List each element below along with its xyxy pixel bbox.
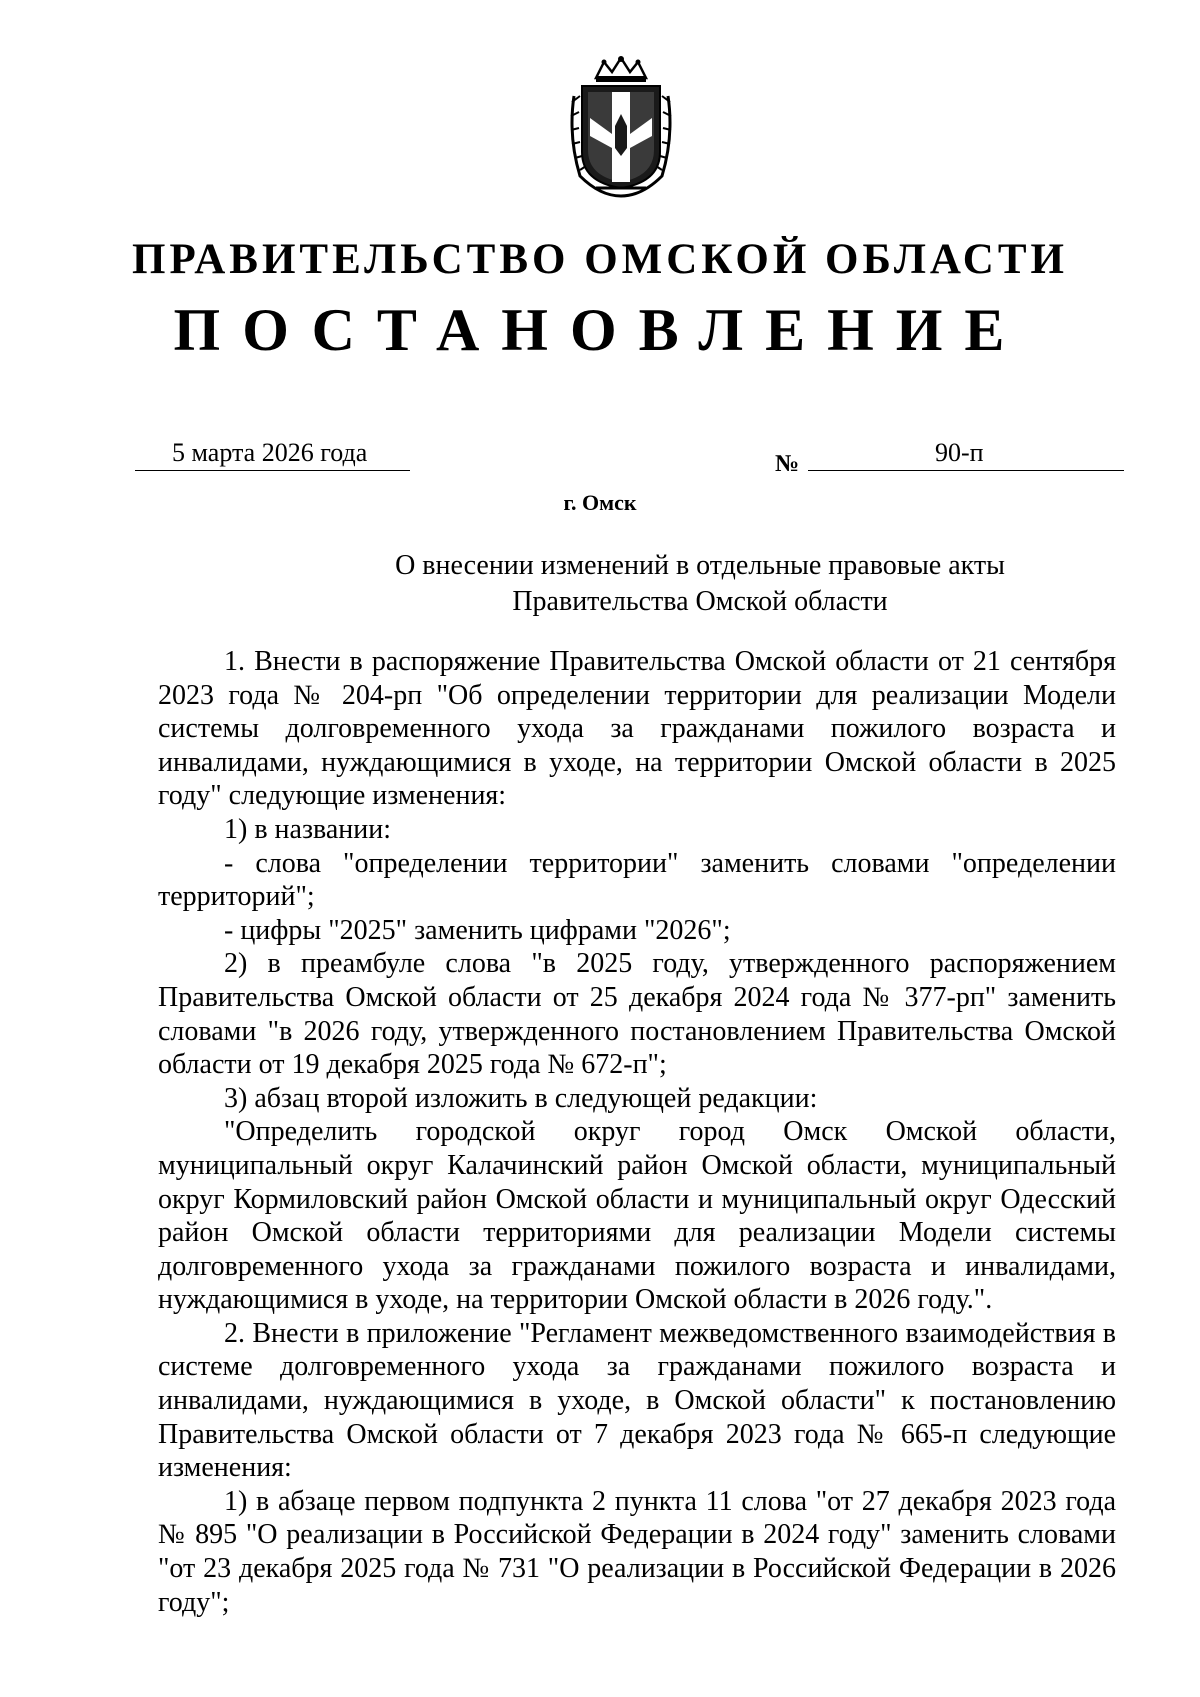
paragraph-1-1: 1) в названии: bbox=[224, 813, 392, 845]
document-body bbox=[158, 645, 1116, 1619]
paragraph-1-1-a: - слова "определении территории" заменить словами "определении территорий"; bbox=[158, 847, 1116, 913]
document-title bbox=[250, 548, 1150, 620]
document-type: ПОСТАНОВЛЕНИЕ bbox=[173, 297, 1027, 363]
document-number: 90-п bbox=[935, 438, 984, 467]
title-line-2: Правительства Омской области bbox=[512, 586, 888, 617]
paragraph-1: 1. Внести в распоряжение Правительства Омской области от 21 сентября 2023 года № 204-рп "Об определении территории для реализации Модели системы долговременного ухода за гражданами пожилого возраста и инвалидами, нуждающимися в уходе, на территории Омской области в 2025 году" следующие изменения: bbox=[158, 646, 1116, 812]
paragraph-1-1-b: - цифры "2025" заменить цифрами "2026"; bbox=[224, 914, 731, 946]
city-label: г. Омск bbox=[563, 490, 637, 515]
paragraph-1-2: 2) в преамбуле слова "в 2025 году, утвержденного распоряжением Правительства Омской области от 25 декабря 2024 года № 377-рп" заменить словами "в 2026 году, утвержденного постановлением Правительства Омской области от 19 декабря 2025 года № 672-п"; bbox=[158, 948, 1116, 1081]
title-line-1: О внесении изменений в отдельные правовые акты bbox=[395, 550, 1005, 581]
paragraph-1-3-text: "Определить городской округ город Омск Омской области, муниципальный округ Калачинский район Омской области, муниципальный округ Кормиловский район Омской области и муниципальный округ Одесский район Омской области территориями для реализации Модели системы долговременного ухода за гражданами пожилого возраста и инвалидами, нуждающимися в уходе, на территории Омской области в 2026 году.". bbox=[158, 1116, 1116, 1316]
paragraph-2: 2. Внести в приложение "Регламент межведомственного взаимодействия в системе долговременного ухода за гражданами пожилого возраста и инвалидами, нуждающимися в уходе, в Омской области" к постановлению Правительства Омской области от 7 декабря 2023 года № 665-п следующие изменения: bbox=[158, 1317, 1116, 1484]
organization-name: ПРАВИТЕЛЬСТВО ОМСКОЙ ОБЛАСТИ bbox=[132, 236, 1068, 283]
coat-of-arms-icon bbox=[566, 56, 676, 198]
paragraph-1-3: 3) абзац второй изложить в следующей редакции: bbox=[224, 1082, 818, 1114]
paragraph-2-1: 1) в абзаце первом подпункта 2 пункта 11 слова "от 27 декабря 2023 года № 895 "О реализации в Российской Федерации в 2024 году" заменить словами "от 23 декабря 2025 года № 731 "О реализации в Российской Федерации в 2026 году"; bbox=[158, 1485, 1116, 1618]
number-sign: № bbox=[775, 451, 800, 477]
document-date: 5 марта 2026 года bbox=[172, 438, 368, 467]
